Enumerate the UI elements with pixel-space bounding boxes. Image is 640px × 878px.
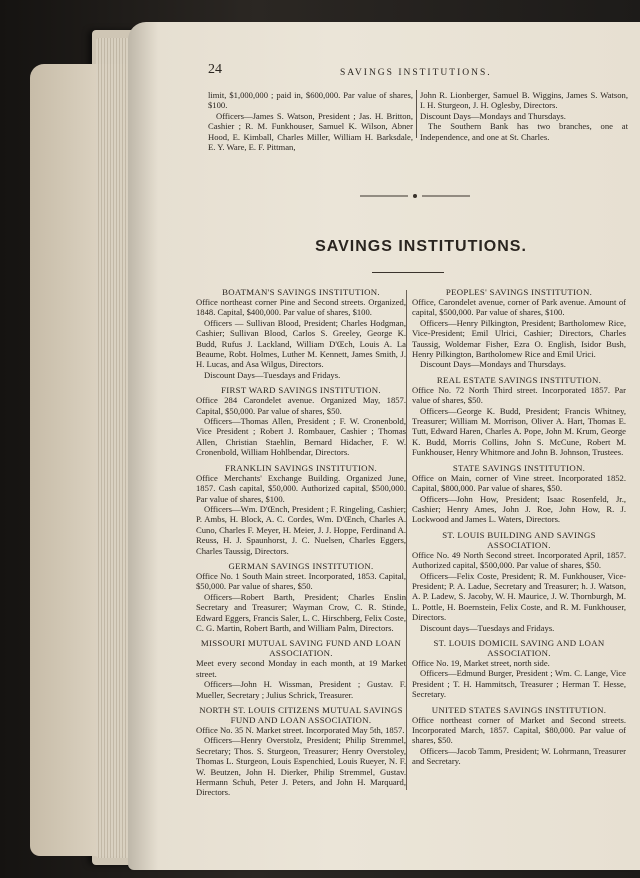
right-column (412, 282, 626, 767)
running-title: SAVINGS INSTITUTIONS. (340, 68, 492, 78)
institution-paragraph: Officers—Edmund Burger, President ; Wm. C. Lange, Vice President ; T. H. Hammitsch, Treasurer ; Herman T. Hesse, Secretary. (412, 668, 626, 700)
institution-paragraph: Office No. 19, Market street, north side. (412, 657, 550, 668)
institution-title: REAL ESTATE SAVINGS INSTITUTION. (436, 374, 602, 385)
top-left-continuation (208, 90, 413, 152)
institution-paragraph: Office No. 35 N. Market street. Incorporated May 5th, 1857. (196, 725, 405, 735)
institution-paragraph: Officers—Felix Coste, President; R. M. Funkhouser, Vice-President; P. A. Ladue, Secretary and Treasurer; h. J. Watson, A. P. Ladew, S. Jacoby, W. H. Maurice, J. W. Thornburgh, M. L. Pottle, H. Boernstein, Felix Coste, and R. M. Funkhouser, Directors. (412, 570, 626, 623)
institution-title: STATE SAVINGS INSTITUTION. (452, 462, 586, 473)
institution-title: NORTH ST. LOUIS CITIZENS MUTUAL SAVINGS FUND AND LOAN ASSOCIATION. (199, 705, 403, 725)
column-divider-top (416, 90, 417, 138)
ornament-rule (360, 193, 470, 199)
section-title: SAVINGS INSTITUTIONS. (315, 238, 527, 255)
institution-title: MISSOURI MUTUAL SAVING FUND AND LOAN ASSOCIATION. (200, 638, 402, 659)
institution-title: ST. LOUIS BUILDING AND SAVINGS ASSOCIATION. (442, 529, 596, 550)
institution-paragraph: Officers—Robert Barth, President; Charles Enslin Secretary and Treasurer; Wayman Crow, C. R. Stinde, Edward Eggers, Francis Saler, L. C. Hirschberg, Felix Coste, C. G. Martin, Robert Barth, and William Palm, Directors. (196, 591, 406, 633)
top-right-continuation (420, 90, 628, 142)
page-number: 24 (208, 62, 222, 77)
institution-paragraph: Discount Days—Mondays and Thursdays. (420, 359, 566, 370)
institution-paragraph: Officers—John H. Wissman, President ; Gustav. F. Mueller, Secretary ; Julius Schrick, Treasurer. (196, 679, 406, 700)
column-divider (406, 290, 407, 790)
institution-paragraph: Officers—Thomas Allen, President ; F. W. Cronenbold, Vice President ; Robert J. Rombauer, Cashier ; Thomas Allen, Christian Staehlin, Bernard Hidacher, F. W. Cronenbold, William Hohlbendar, Directors. (196, 416, 406, 458)
institution-paragraph: Office No. 1 South Main street. Incorporated, 1853. Capital, $50,000. Par value of shares, $50. (196, 570, 406, 592)
institution-title: FRANKLIN SAVINGS INSTITUTION. (225, 462, 377, 473)
institution-paragraph: Office No. 72 North Third street. Incorporated 1857. Par value of shares, $50. (412, 384, 626, 406)
left-column (196, 282, 406, 798)
institution-paragraph: Officers—Jacob Tamm, President; W. Lohrmann, Treasurer and Secretary. (412, 745, 626, 767)
top-left-para-0: limit, $1,000,000 ; paid in, $600,000. Par value of shares, $100. (208, 90, 413, 111)
institution-paragraph: Officers—Henry Overstolz, President; Philip Stremmel, Secretary; Thos. S. Sturgeon, Treasurer; Henry Overstoley, Thomas L. Sturgeon, Louis Espenchied, Louis Rueyer, N. F. W. Beutzen, John H. Dierker, Philip Stremmel, Gustav. Hermann Schuh, Peter J. Peters, and John H. Marquard, Directors. (196, 735, 406, 798)
institution-paragraph: Officers—John How, President; Isaac Rosenfeld, Jr., Cashier; Henry Ames, John J. Roe, John How, R. J. Lockwood and James L. Waters, Directors. (412, 493, 626, 525)
institution-paragraph: Officers — Sullivan Blood, President; Charles Hodgman, Cashier; Sullivan Blood, Carlos S. Greeley, George K. Budd, Rufus J. Lackland, William D'Œch, Louis A. La Beaume, Robt. Holmes, Luther M. Kennett, James Smith, J. H. Lucas, and Asa Wilgus, Directors. (196, 317, 406, 370)
top-right-para-0: John R. Lionberger, Samuel B. Wiggins, James S. Watson, I. H. Sturgeon, J. H. Oglesby, Directors. (420, 90, 628, 111)
institution-title: UNITED STATES SAVINGS INSTITUTION. (431, 704, 607, 715)
institution-paragraph: Meet every second Monday in each month, at 19 Market street. (196, 658, 406, 679)
institution-paragraph: Officers—George K. Budd, President; Francis Whitney, Treasurer; William M. Morrison, Oliver A. Hart, Thomas E. Tutt, Edward Haren, Charles A. Pope, John M. Krum, George K. Budd, Morris Collins, John S. McCune, Robert M. Funkhouser, Henry Whitmore and John B. Johnson, Trustees. (412, 405, 626, 458)
institution-paragraph: Office, Carondelet avenue, corner of Park avenue. Amount of capital, $500,000. Par value of shares, $100. (412, 297, 626, 318)
institution-title: GERMAN SAVINGS INSTITUTION. (228, 560, 374, 571)
institution-title: BOATMAN'S SAVINGS INSTITUTION. (222, 287, 380, 297)
institution-paragraph: Office on Main, corner of Vine street. Incorporated 1852. Capital, $800,000. Par value of shares, $50. (412, 472, 626, 494)
spine-shadow (128, 22, 158, 870)
institution-title: PEOPLES' SAVINGS INSTITUTION. (445, 287, 593, 297)
page-header (160, 58, 620, 78)
institution-paragraph: Office northeast corner Pine and Second streets. Organized, 1848. Capital, $400,000. Par value of shares, $100. (196, 297, 406, 318)
institution-paragraph: Office No. 49 North Second street. Incorporated April, 1857. Authorized capital, $500,000. Par value of shares, $50. (412, 549, 626, 571)
institution-title: FIRST WARD SAVINGS INSTITUTION. (221, 385, 381, 396)
institution-paragraph: Officers—Henry Pilkington, President; Bartholomew Rice, Vice-President; Emil Ulrici, Cashier; Directors, Charles Taussig, Woldemar Fisher, Ezra O. English, Isidor Bush, Henry Pilkington, Bartholomew Rice and Emil Urici. (412, 317, 626, 360)
institution-paragraph: Office 284 Carondelet avenue. Organized May, 1857. Capital, $50,000. Par value of shares, $50. (196, 395, 406, 416)
institution-paragraph: Office Merchants' Exchange Building. Organized June, 1857. Cash capital, $50,000. Authorized capital, $500,000. Par value of shares, $100. (196, 472, 406, 504)
top-left-para-1: Officers—James S. Watson, President ; Jas. H. Britton, Cashier ; R. M. Funkhouser, Samuel K. Wilson, Abner Hood, E. Kimball, Charles Miller, William H. Barksdale, E. Y. Ware, E. F. Pittman, (208, 110, 413, 153)
institution-paragraph: Discount days—Tuesdays and Fridays. (420, 622, 555, 633)
title-rule (372, 272, 444, 273)
institution-paragraph: Office northeast corner of Market and Second streets. Incorporated March, 1857. Capital, $80,000. Par value of shares, $50. (412, 714, 626, 746)
institution-title: ST. LOUIS DOMICIL SAVING AND LOAN ASSOCIATION. (433, 637, 605, 658)
top-right-para-1: Discount Days—Mondays and Thursdays. (420, 110, 566, 121)
institution-paragraph: Officers—Wm. D'Œnch, President ; F. Ringeling, Cashier; P. Ambs, H. Block, A. C. Cordes, Wm. D'Œnch, Charles A. Cuno, Charles F. Meyer, H. Meier, J. J. Hoppe, Ferdinand A. Reuss, H. J. Spaunhorst, J. C. Nuelsen, Charles Eggers, Charles Taussig, Directors. (196, 503, 406, 556)
institution-paragraph: Discount Days—Tuesdays and Fridays. (204, 369, 341, 380)
top-right-para-2: The Southern Bank has two branches, one at Independence, and one at St. Charles. (420, 121, 628, 142)
